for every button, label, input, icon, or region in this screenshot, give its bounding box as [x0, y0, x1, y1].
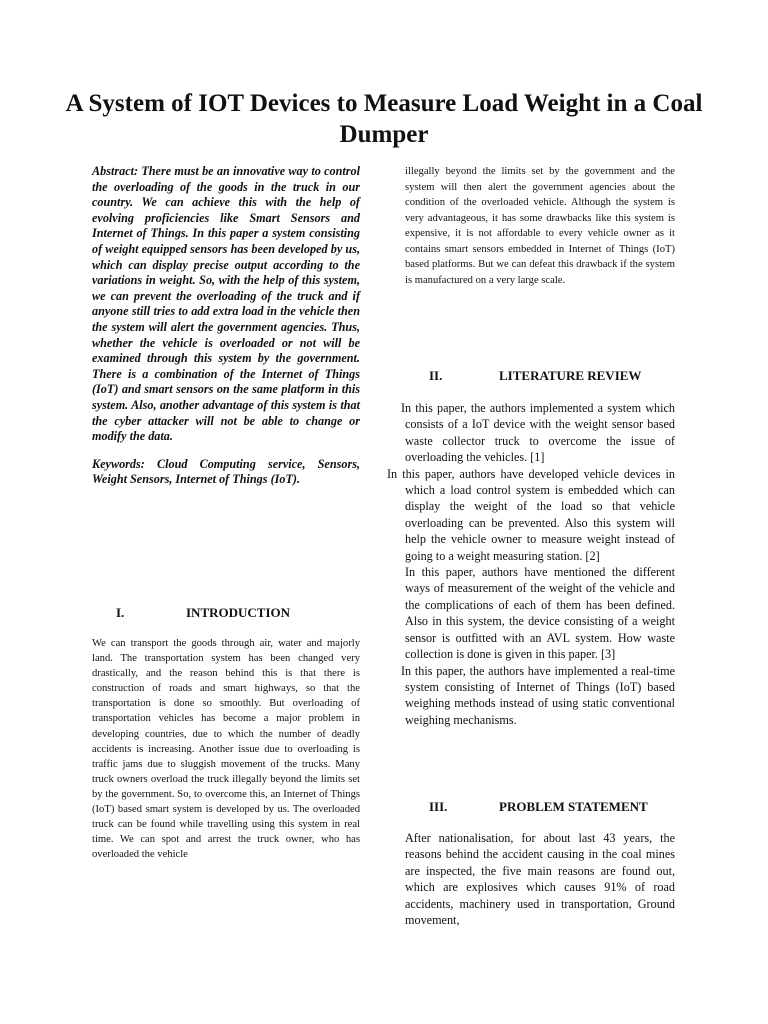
section-heading-problem-statement [429, 799, 648, 815]
abstract: Abstract: There must be an innovative way to control the overloading of the goods in the truck in our country. We can achieve this with the help of evolving proficiencies like Smart Sensors and Internet of Things. In this paper a system consisting of weight equipped sensors has been developed by us, which can display precise output according to the variations in weight. So, with the help of this system, we can prevent the overloading of the truck and if anyone still tries to add extra load in the vehicle then the system will alert the government agencies. Thus, whether the vehicle is overloaded or not will be examined through this system by the government. There is a combination of the Internet of Things (IoT) and smart sensors on the same platform in this system. Also, another advantage of this system is that the cyber attacker will not be able to change or modify the data. [92, 164, 360, 444]
literature-review-body [387, 400, 675, 728]
lit-paragraph: In this paper, the authors implemented a system which consists of a IoT device with the weight sensor based waste collector truck to overcome the issue of overloading the vehicles. [1] [401, 401, 675, 465]
section-number: III. [429, 799, 448, 814]
introduction-text: We can transport the goods through air, water and majorly land. The transportation system has been changed very drastically, and the reason behind this is that there is construction of roads and smart highways, so that the transportation is done so smoothly. But overloading of transportation vehicles has become a major problem in developing countries, due to which the number of deadly accidents is increasing. Another issue due to overloading is traffic jams due to sluggish movement of the trucks. Many truck owners overload the truck illegally beyond the limits set by the government. So, to overcome this, an Internet of Things (IoT) based smart system is developed by us. The overloaded truck can be found while travelling using this system in real time. We can spot and arrest the truck owner, who has overloaded the vehicle [92, 638, 360, 861]
right-column [387, 164, 675, 928]
lit-paragraph: In this paper, the authors have implemented a real-time system consisting of Internet of Things (IoT) based weighing methods instead of using static conventional weighing mechanisms. [401, 663, 675, 727]
problem-statement-text: After nationalisation, for about last 43 years, the reasons behind the accident causing in the coal mines are inspected, the five main reasons are found out, which are explosives which causes 91% of road accidents, machinery used in transportation, Ground movement, [405, 831, 675, 928]
keywords: Keywords: Cloud Computing service, Sensors, Weight Sensors, Internet of Things (IoT). [92, 456, 360, 487]
section-number: II. [429, 368, 443, 383]
introduction-continued: illegally beyond the limits set by the government and the system will then alert the government agencies about the condition of the overloaded vehicle. Although the system is very advantageous, it has some drawbacks like this system is expensive, it is not affordable to every vehicle owner as it contains smart sensors embedded in Internet of Things (IoT) based platforms. But we can defeat this drawback if the system is manufactured on a very large scale. [405, 166, 675, 286]
section-number: I. [116, 605, 125, 620]
left-column [92, 164, 360, 861]
section-title: INTRODUCTION [186, 605, 291, 620]
section-heading-introduction [116, 605, 290, 621]
section-title: LITERATURE REVIEW [499, 368, 642, 383]
lit-paragraph: In this paper, authors have developed vehicle devices in which a load control system is embedded which can display the weight of the load so that vehicle overloading can be prevented. Also this system will help the vehicle owner to measure weight instead of going to a weight measuring station. [2] [387, 466, 675, 563]
paper-title: A System of IOT Devices to Measure Load Weight in a Coal Dumper [65, 90, 703, 148]
section-heading-literature-review [429, 368, 641, 384]
lit-paragraph: In this paper, authors have mentioned the different ways of measurement of the weight of the vehicle and the complications of each of them has been defined. Also in this system, the device consisting of a weight sensor is outfitted with an AVL system. How waste collection is done is given in this paper. [3] [405, 565, 675, 662]
section-title: PROBLEM STATEMENT [499, 799, 648, 814]
